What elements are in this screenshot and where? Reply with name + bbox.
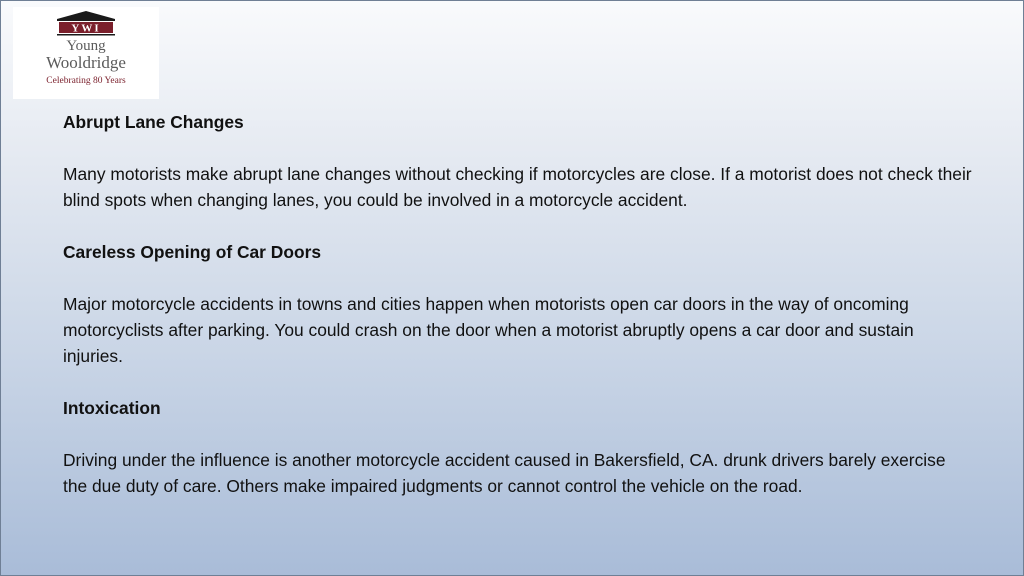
logo-roof-base [57,19,115,21]
logo-base-line [57,34,115,36]
section-body-intoxication: Driving under the influence is another motorcycle accident caused in Bakersfield, CA. drunk drivers barely exercise the due duty of care. Others make impaired judgments or cannot control the vehicle on the road. [63,450,946,496]
spacer [63,421,973,447]
section-heading-lane-changes: Abrupt Lane Changes [63,112,244,132]
logo-word-wooldridge: Wooldridge [46,53,126,72]
slide-content [63,109,973,499]
section-heading-car-doors: Careless Opening of Car Doors [63,242,322,262]
section-body-car-doors: Major motorcycle accidents in towns and cities happen when motorists open car doors in the way of oncoming motorcyclists after parking. You could crash on the door when a motorist abruptly opens a car door and sustain injuries. [63,294,914,366]
spacer [63,135,973,161]
company-logo [13,7,159,99]
spacer [63,369,973,395]
logo-word-young: Young [66,38,106,54]
spacer [63,265,973,291]
logo-graphic [13,7,159,99]
logo-roof-icon [57,11,115,19]
section-heading-intoxication: Intoxication [63,398,161,418]
section-body-lane-changes: Many motorists make abrupt lane changes without checking if motorcycles are close. If a motorist does not check their blind spots when changing lanes, you could be involved in a motorcycle accident. [63,164,972,210]
logo-monogram: YWI [71,22,101,35]
spacer [63,213,973,239]
logo-tagline: Celebrating 80 Years [46,76,126,86]
